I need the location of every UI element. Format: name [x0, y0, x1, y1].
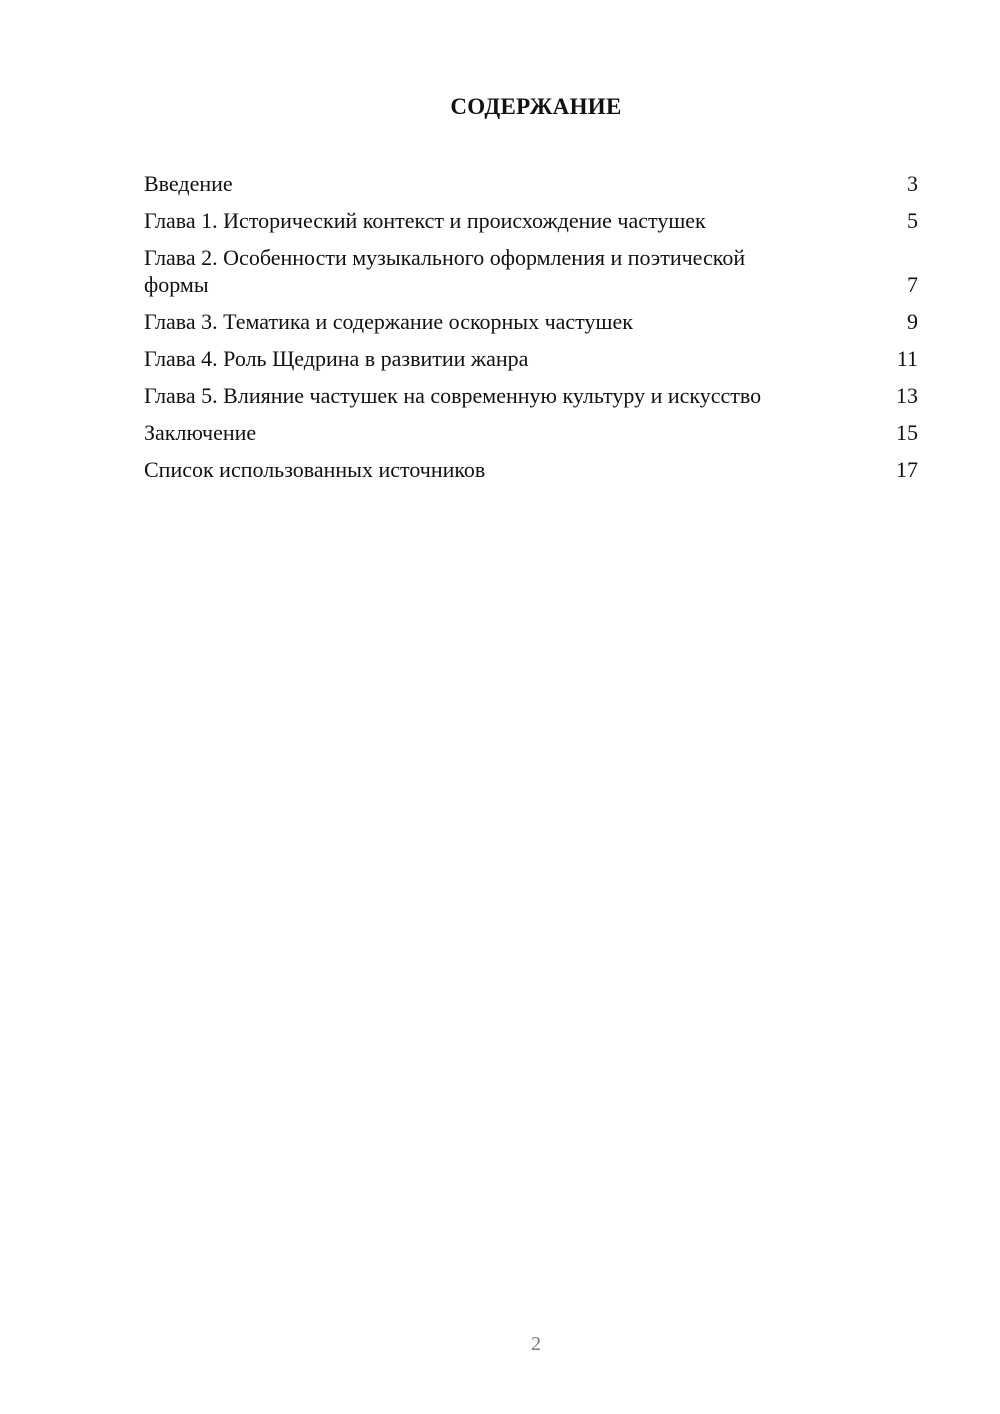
- page-number: 2: [531, 1333, 541, 1355]
- toc-entry-references[interactable]: [144, 456, 918, 483]
- toc-entry-page: 13: [896, 383, 918, 408]
- toc-entry-label: Введение: [144, 171, 233, 196]
- toc-entry-label: Список использованных источников: [144, 457, 486, 482]
- toc-entry-label: Глава 3. Тематика и содержание оскорных частушек: [144, 309, 633, 334]
- table-of-contents: [144, 170, 918, 493]
- toc-entry-page: 11: [896, 346, 918, 371]
- toc-entry-page: 9: [907, 309, 918, 334]
- toc-entry-chapter-2[interactable]: [144, 244, 918, 298]
- toc-entry-chapter-1[interactable]: [144, 207, 918, 234]
- toc-entry-introduction[interactable]: [144, 170, 918, 197]
- toc-entry-label: Глава 2. Особенности музыкального оформления и поэтической формы: [144, 245, 746, 297]
- toc-entry-page: 17: [896, 457, 918, 482]
- toc-entry-label: Глава 1. Исторический контекст и происхождение частушек: [144, 208, 706, 233]
- toc-entry-page: 15: [896, 420, 918, 445]
- toc-entry-label: Глава 5. Влияние частушек на современную культуру и искусство: [144, 383, 762, 408]
- toc-entry-chapter-5[interactable]: [144, 382, 918, 409]
- toc-entry-chapter-3[interactable]: [144, 308, 918, 335]
- toc-entry-label: Глава 4. Роль Щедрина в развитии жанра: [144, 346, 529, 371]
- toc-entry-conclusion[interactable]: [144, 419, 918, 446]
- toc-entry-chapter-4[interactable]: [144, 345, 918, 372]
- toc-entry-page: 5: [907, 208, 918, 233]
- toc-heading: СОДЕРЖАНИЕ: [450, 94, 622, 119]
- toc-entry-page: 7: [907, 272, 918, 297]
- toc-entry-label: Заключение: [144, 420, 257, 445]
- toc-entry-page: 3: [907, 171, 918, 196]
